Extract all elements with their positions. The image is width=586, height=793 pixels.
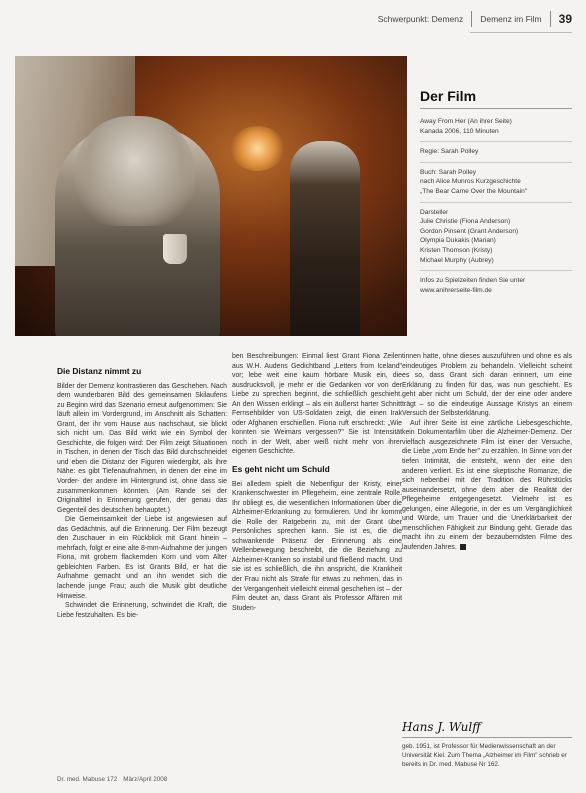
paragraph: tinnen hatte, ohne dieses auszuführen und ohne es als eindeutiges Problem zu behandeln. Vielleicht scheint es so, dass Grant sich daran erinnert, um eine Erklärung zu finden für das, was nun geschieht. Es geht aber nicht um Schuld, der der eine oder andere trägt – so die eindeutige Aussage Kristys an einem Versuch der Selbsterklärung. <box>402 353 572 418</box>
end-mark-icon <box>460 544 466 550</box>
film-line: Julie Christie (Fiona Anderson) <box>420 218 511 226</box>
film-cast-block <box>420 208 572 272</box>
header-divider <box>550 11 551 27</box>
author-bio: geb. 1951, ist Professor für Medienwissenschaft an der Universität Kiel. Zum Thema „Alzheimer im Film" schrieb er bereits in Dr. med. Mabuse Nr 162. <box>402 743 567 768</box>
film-title-block <box>420 117 572 142</box>
paragraph: Bei alledem spielt die Nebenfigur der Kristy, einer Krankenschwester im Pflegeheim, eine zentrale Rolle. Ihr obliegt es, die wesentlichen Informationen über die Alzheimer-Erkrankung zu formulieren. Und ihr kommt die Rolle der Ratgeberin zu, mit der Grant über Persönliches sprechen kann. Sie ist es, die die schwankende Präsenz der Erinnerung als eine Wellenbewegung beschreibt, die die Beziehung zu Alzheimer-Kranken so instabil und fließend macht. Und sie ist es schließlich, die ihn anspricht, die Krankheit der Frau nicht als Strafe für etwas zu nehmen, das in der Vergangenheit vielleicht einmal geschehen ist – der Film deutet an, dass Grant als Professor Affären mit Studen- <box>232 480 402 612</box>
page-footer <box>57 776 167 783</box>
paragraph: Bilder der Demenz kontrastieren das Geschehen. Nach dem wunderbaren Bild des gemeinsamen Skilaufens zu Beginn wird das Szenario erneut aufgenommen: Sie läuft allein im Vordergrund, im Anschnitt als Schatten: Grant, der ihr vom Hause aus nachschaut, sie blickt sich nicht um. Das Bild wirkt wie ein Symbol der Geschichte, die folgen wird: Der Film zeigt Situationen in Tischen, in denen der Tisch das Bild durchschneidet und eben die Distanz der Figuren wiedergibt, als ihre Nähe: es gibt Tiefenaufnahmen, in denen der eine im Vorder- der andere im Hintergrund ist, ohne dass sie zusammenkommen könnten. (Am Rande sei der Originaltitel in Erinnerung gerufen, der genau das Gegenteil des deutschen behauptet.) <box>57 382 227 514</box>
author-box <box>402 720 572 769</box>
film-line: „The Bear Came Over the Mountain" <box>420 187 528 195</box>
film-line: Regie: Sarah Polley <box>420 148 479 156</box>
article-column-3 <box>402 352 572 552</box>
footer-magazine: Dr. med. Mabuse 172 <box>57 776 118 783</box>
film-director-block <box>420 147 572 163</box>
film-info-block <box>420 276 572 300</box>
header-divider <box>471 11 472 27</box>
header-rule <box>470 32 572 33</box>
photo-lamp <box>230 126 285 171</box>
paragraph: Schwindet die Erinnerung, schwindet die Kraft, die Liebe festzuhalten. Es bie- <box>57 602 227 619</box>
film-line: Gordon Pinsent (Grant Anderson) <box>420 227 519 235</box>
section-heading: Es geht nicht um Schuld <box>232 464 330 475</box>
film-line: Infos zu Spielzeiten finden Sie unter <box>420 277 526 285</box>
film-line: Michael Murphy (Aubrey) <box>420 256 494 264</box>
paragraph: ben Beschreibungen: Einmal liest Grant Fiona Zeilen aus W.H. Audens Gedichtband „Letters from Iceland" vor; lebe weit eine kaum hörbare Musik ein, die ausdrucksvoll, je mehr er die Gedanken vor von der Liebe zu sprechen beginnt, die schließlich geschieht. An den Wissen erklingt – als ein äußerst harter Schnitt Fernsehbilder von US-Soldaten zeigt, die einen Irak oder Afghanen erschießen. Fiona ruft erschreckt: „Wie konnten sie Weimars vergessen?" Sie ist Intensität noch in der Welt, aber weiß nicht mehr von ihrer eigenen Geschichte. <box>232 353 402 456</box>
page-header <box>378 8 572 30</box>
paragraph: Die Gemeinsamkeit der Liebe ist angewiesen auf das Gedächtnis, auf die Erinnerung. Der Film bezeugt den Zuschauer in ein Rückblick mit Grant hinein – mehrfach, folgt er eine alte 8-mm-Aufnahme der jungen Fiona, mit grobem flackernden Korn und vom Alter gebleichten Farben. Es ist Grants Bild, er hat die Aufnahme gemacht und an ihn wendet sich die lachende junge Frau; auch die Musik gibt deutliche Hinweise. <box>57 516 227 600</box>
section-title: Schwerpunkt: Demenz <box>377 14 464 24</box>
paragraph <box>402 419 572 553</box>
film-url-link[interactable]: www.anihrerseite-film.de <box>420 286 492 294</box>
author-signature: Hans J. Wulff <box>402 720 572 738</box>
article-column-1 <box>57 367 227 620</box>
film-still-photo <box>15 56 407 336</box>
article-column-2 <box>232 352 402 613</box>
film-line: Olympia Dukakis (Marian) <box>420 237 496 245</box>
film-line: Kristen Thomson (Kristy) <box>420 246 493 254</box>
film-box-title: Der Film <box>420 88 572 109</box>
film-line: Kanada 2006, 110 Minuten <box>420 127 499 135</box>
photo-woman-hair <box>75 116 195 226</box>
footer-issue: März/April 2008 <box>123 776 168 783</box>
section-heading: Die Distanz nimmt zu <box>57 366 142 376</box>
film-line: Buch: Sarah Polley <box>420 168 477 176</box>
page-number: 39 <box>558 12 572 26</box>
photo-man <box>290 141 360 336</box>
paragraph-text: Auf ihrer Seite ist eine zärtliche Liebesgeschichte, kein Dokumentarfilm über die Alzheimer-Demenz. Der vielfach ausgezeichnete Film ist einer der Versuche, die Liebe „vom Ende her" zu erzählen. In Sinne von der tiefen Intimität, die entsteht, wenn der eine den anderen verliert. Es ist eine skeptische Romanze, die sich nebenbei mit der Tradition des Rührstücks auseinandersetzt, ohne dem aber die Realität der Pflegeheime entgegengesetzt. Vielmehr ist es gelungen, eine Allegorie, in der es um Vergänglichkeit und Würde, um Trauer und die Unerklärbarkeit der menschlichen Fähigkeit zur Bindung geht. Gerade das macht ihn zu einem der bezauberndsten Filme des laufenden Jahres. <box>402 419 572 551</box>
photo-cup <box>163 234 187 264</box>
film-info-box <box>420 88 572 305</box>
film-script-block <box>420 168 572 203</box>
film-line: Away From Her (An ihrer Seite) <box>420 118 512 125</box>
film-line: nach Alice Munros Kurzgeschichte <box>420 178 521 186</box>
subsection-title: Demenz im Film <box>480 14 542 24</box>
film-line: Darsteller <box>420 208 449 216</box>
